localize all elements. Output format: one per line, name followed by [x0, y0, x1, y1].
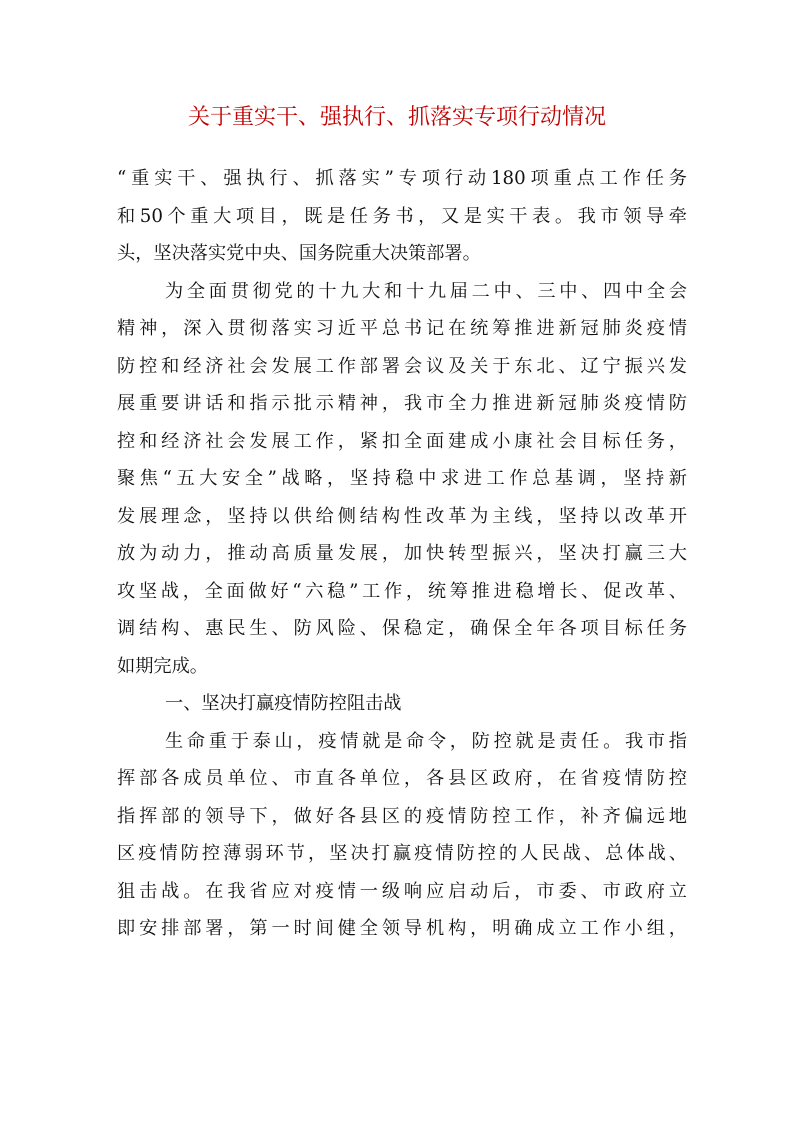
- text-line: 头，坚决落实党中央、国务院重大决策部署。: [117, 243, 481, 264]
- text-line: 攻坚战，全面做好“六稳”工作，统筹推进稳增长、促改革、: [117, 580, 687, 602]
- text-line: 指挥部的领导下，做好各县区的疫情防控工作，补齐偏远地: [117, 805, 687, 827]
- text-line: 调结构、惠民生、防风险、保稳定，确保全年各项目标任务: [117, 618, 687, 639]
- text-line: 聚焦“五大安全”战略，坚持稳中求进工作总基调，坚持新: [117, 468, 687, 489]
- text-line: 一、坚决打赢疫情防控阻击战: [165, 693, 402, 714]
- text-line: 精神，深入贯彻落实习近平总书记在统筹推进新冠肺炎疫情: [117, 318, 687, 339]
- text-line: 展重要讲话和指示批示精神，我市全力推进新冠肺炎疫情防: [117, 393, 687, 414]
- document-body: [117, 160, 687, 948]
- text-line: 为全面贯彻党的十九大和十九届二中、三中、四中全会: [165, 280, 687, 302]
- text-line: 即安排部署，第一时间健全领导机构，明确成立工作小组，: [117, 918, 687, 939]
- text-line: 和50个重大项目，既是任务书，又是实干表。我市领导牵: [117, 205, 687, 227]
- text-line: 放为动力，推动高质量发展，加快转型振兴，坚决打赢三大: [117, 543, 687, 564]
- text-line: 生命重于泰山，疫情就是命令，防控就是责任。我市指: [165, 730, 687, 752]
- text-line: 防控和经济社会发展工作部署会议及关于东北、辽宁振兴发: [117, 355, 687, 377]
- text-line: 狙击战。在我省应对疫情一级响应启动后，市委、市政府立: [117, 880, 687, 902]
- text-line: 区疫情防控薄弱环节，坚决打赢疫情防控的人民战、总体战、: [117, 843, 687, 864]
- text-line: 挥部各成员单位、市直各单位，各县区政府，在省疫情防控: [117, 768, 687, 789]
- text-line: 控和经济社会发展工作，紧扣全面建成小康社会目标任务，: [117, 430, 687, 452]
- text-line: “重实干、强执行、抓落实”专项行动180项重点工作任务: [117, 168, 687, 189]
- text-line: 发展理念，坚持以供给侧结构性改革为主线，坚持以改革开: [117, 505, 687, 527]
- text-line: 如期完成。: [117, 655, 208, 677]
- document-title: 关于重实干、强执行、抓落实专项行动情况: [187, 105, 606, 130]
